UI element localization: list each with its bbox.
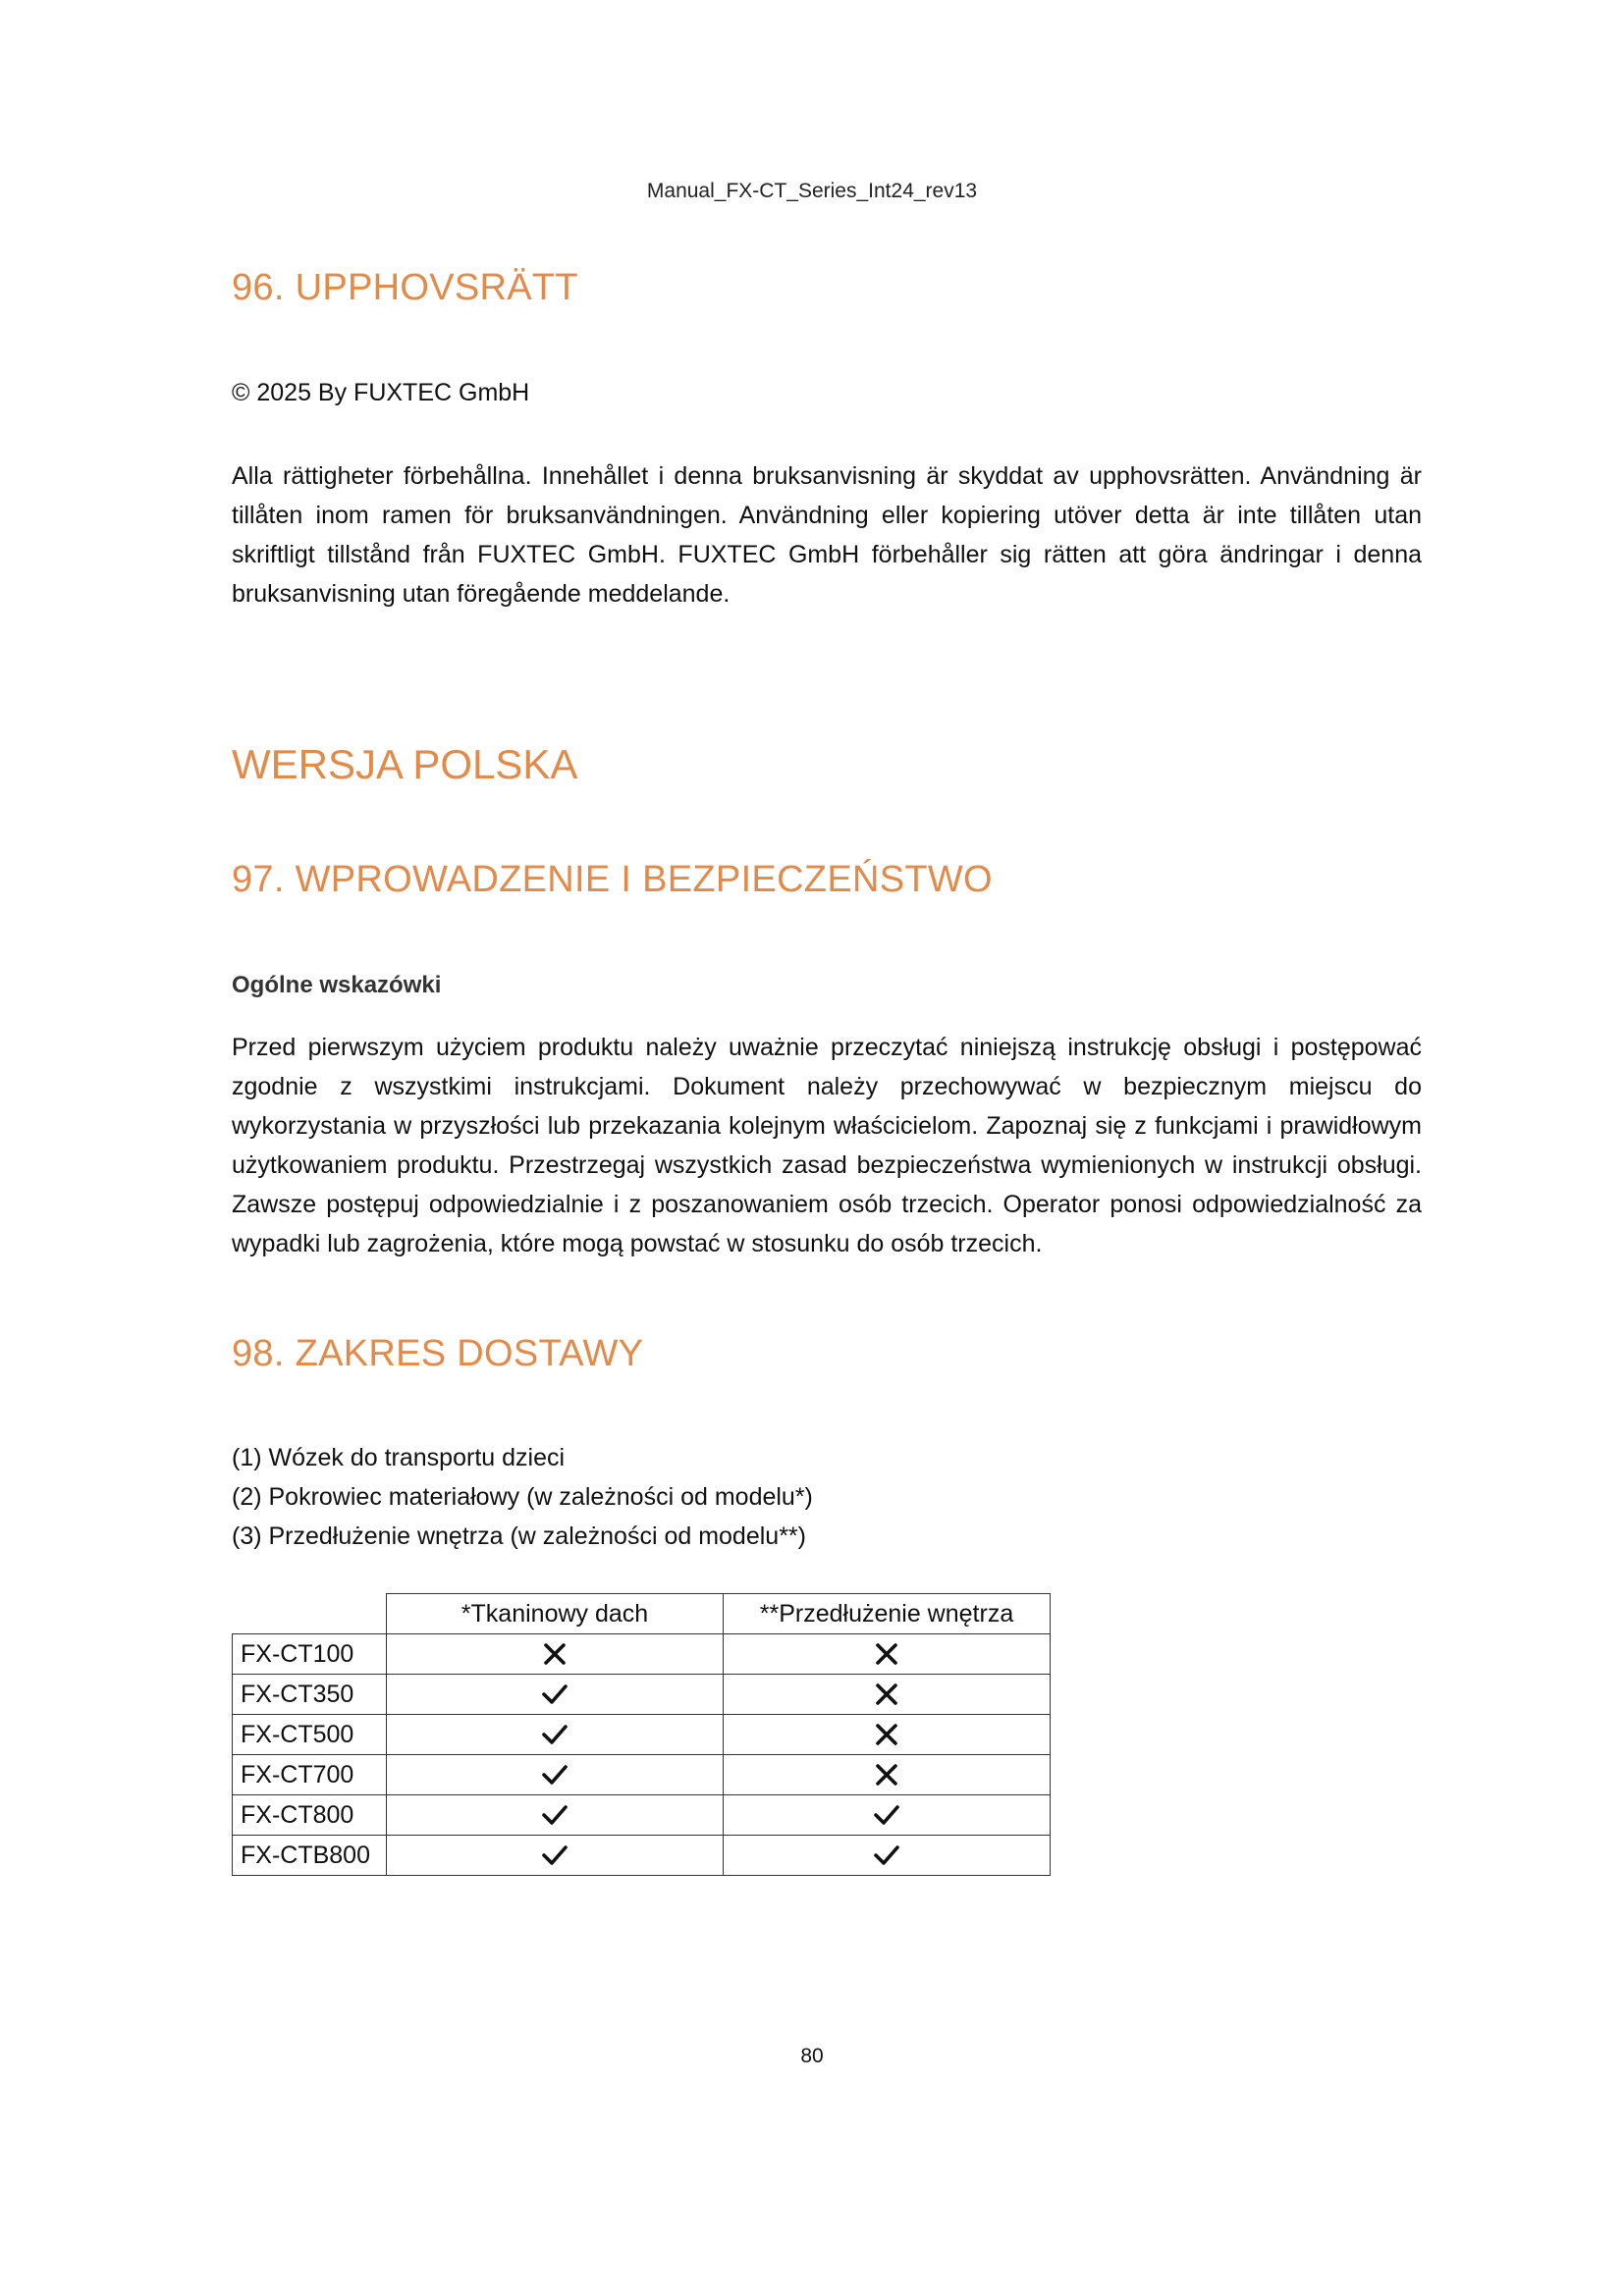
availability-cell xyxy=(724,1836,1051,1876)
language-heading: WERSJA POLSKA xyxy=(232,741,578,787)
availability-cell xyxy=(724,1755,1051,1795)
model-cell: FX-CT350 xyxy=(233,1675,387,1715)
table-row xyxy=(233,1755,1051,1795)
scope-heading: 98. ZAKRES DOSTAWY xyxy=(232,1333,644,1374)
availability-cell xyxy=(724,1795,1051,1836)
intro-heading: 97. WPROWADZENIE I BEZPIECZEŃSTWO xyxy=(232,859,993,900)
model-cell: FX-CT500 xyxy=(233,1715,387,1755)
scope-list xyxy=(232,1438,813,1556)
copyright-heading: 96. UPPHOVSRÄTT xyxy=(232,267,578,308)
model-cell: FX-CTB800 xyxy=(233,1836,387,1876)
document-id: Manual_FX-CT_Series_Int24_rev13 xyxy=(646,180,978,202)
availability-cell xyxy=(387,1755,724,1795)
model-cell: FX-CT700 xyxy=(233,1755,387,1795)
column-header: **Przedłużenie wnętrza xyxy=(724,1594,1051,1634)
page-number: 80 xyxy=(800,2045,824,2067)
availability-cell xyxy=(387,1634,724,1675)
scope-item: (1) Wózek do transportu dzieci xyxy=(232,1444,566,1471)
check-icon xyxy=(872,1800,901,1830)
availability-cell xyxy=(724,1634,1051,1675)
availability-cell xyxy=(387,1795,724,1836)
check-icon xyxy=(872,1841,901,1870)
scope-item: (2) Pokrowiec materiałowy (w zależności od modelu*) xyxy=(232,1483,813,1511)
copyright-body: Alla rättigheter förbehållna. Innehållet i denna bruksanvisning är skyddat av upphovsrätten. Användning är tillåten inom ramen för bruksanvändningen. Användning eller kopiering utöver detta är inte tillåten utan skriftligt tillstånd från FUXTEC GmbH. FUXTEC GmbH förbehåller sig rätten att göra ändringar i denna bruksanvisning utan föregående meddelande. xyxy=(232,462,1422,608)
availability-cell xyxy=(724,1675,1051,1715)
check-icon xyxy=(540,1800,569,1830)
model-cell: FX-CT100 xyxy=(233,1634,387,1675)
table-header-row xyxy=(233,1594,1051,1634)
intro-subheading: Ogólne wskazówki xyxy=(232,972,442,998)
check-icon xyxy=(540,1760,569,1789)
scope-table xyxy=(232,1593,1051,1876)
model-cell: FX-CT800 xyxy=(233,1795,387,1836)
check-icon xyxy=(540,1841,569,1870)
cross-icon xyxy=(540,1639,569,1669)
table-corner-cell xyxy=(233,1594,387,1634)
cross-icon xyxy=(872,1760,901,1789)
table-row xyxy=(233,1715,1051,1755)
scope-item: (3) Przedłużenie wnętrza (w zależności od modelu**) xyxy=(232,1522,806,1550)
cross-icon xyxy=(872,1639,901,1669)
table-row xyxy=(233,1675,1051,1715)
availability-cell xyxy=(387,1836,724,1876)
table-row xyxy=(233,1795,1051,1836)
check-icon xyxy=(540,1680,569,1709)
check-icon xyxy=(540,1720,569,1749)
intro-body: Przed pierwszym użyciem produktu należy uważnie przeczytać niniejszą instrukcję obsługi i postępować zgodnie z wszystkimi instrukcjami. Dokument należy przechowywać w bezpiecznym miejscu do wykorzystania w przyszłości lub przekazania kolejnym właścicielom. Zapoznaj się z funkcjami i prawidłowym użytkowaniem produktu. Przestrzegaj wszystkich zasad bezpieczeństwa wymienionych w instrukcji obsługi. Zawsze postępuj odpowiedzialnie i z poszanowaniem osób trzecich. Operator ponosi odpowiedzialność za wypadki lub zagrożenia, które mogą powstać w stosunku do osób trzecich. xyxy=(232,1034,1422,1257)
cross-icon xyxy=(872,1720,901,1749)
table-row xyxy=(233,1634,1051,1675)
availability-cell xyxy=(724,1715,1051,1755)
availability-cell xyxy=(387,1675,724,1715)
table-row xyxy=(233,1836,1051,1876)
column-header: *Tkaninowy dach xyxy=(387,1594,724,1634)
cross-icon xyxy=(872,1680,901,1709)
availability-cell xyxy=(387,1715,724,1755)
copyright-line: © 2025 By FUXTEC GmbH xyxy=(232,379,530,406)
